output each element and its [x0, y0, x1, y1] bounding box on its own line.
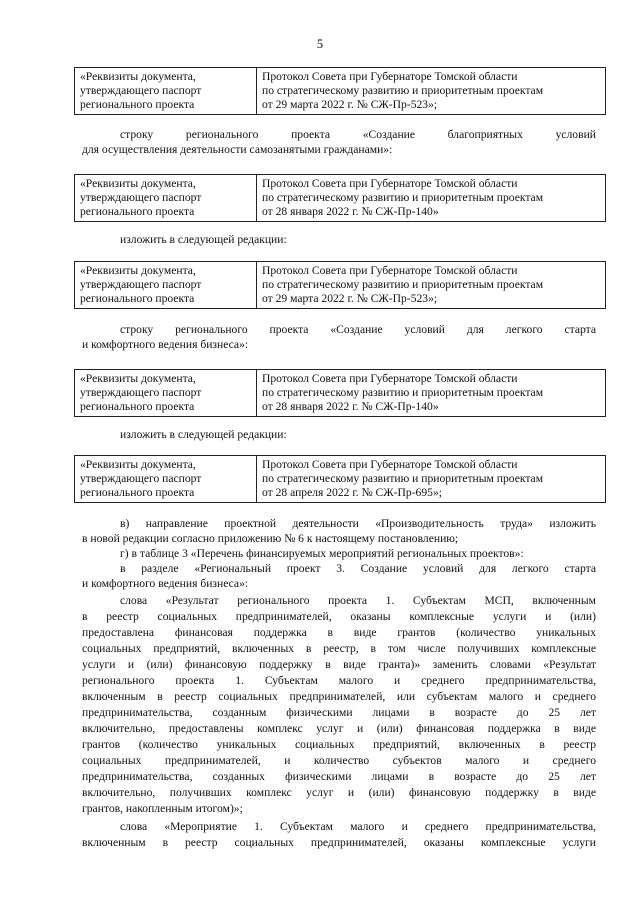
paragraph-line: строку регионального проекта «Создание условий для легкого старта: [120, 323, 596, 336]
paragraph-line: слова «Мероприятие 1. Субъектам малого и среднего предпринимательства,: [120, 820, 596, 833]
requisites-table: [74, 261, 606, 309]
paragraph-line: грантов, накопленным итогом)»;: [82, 802, 243, 815]
cell-line: от 28 января 2022 г. № СЖ-Пр-140»: [262, 400, 439, 414]
paragraph-line: включенным в реестр социальных предпринимателей, оказаны комплексные услуги: [82, 836, 596, 849]
cell-line: от 29 марта 2022 г. № СЖ-Пр-523»;: [262, 98, 438, 112]
cell-line: утверждающего паспорт: [80, 386, 202, 400]
cell-line: регионального проекта: [80, 98, 195, 112]
paragraph-line: включенным в реестр социальных предпринимателей, или субъектам малого и среднего: [82, 690, 596, 703]
cell-line: от 29 марта 2022 г. № СЖ-Пр-523»;: [262, 292, 438, 306]
table-label-cell: [75, 370, 257, 417]
paragraph-line: включительно, получивших комплекс услуг и (или) финансовую поддержку в виде: [82, 786, 596, 799]
paragraph-line: услуги и (или) финансовую поддержку в виде гранта)» заменить словами «Результат: [82, 658, 596, 671]
requisites-table: [74, 67, 606, 115]
paragraph-line: предпринимательства, созданных физическими лицами в возрасте до 25 лет: [82, 770, 596, 783]
table-label-cell: [75, 175, 257, 222]
table-value-cell: [257, 175, 606, 222]
cell-line: от 28 января 2022 г. № СЖ-Пр-140»: [262, 205, 439, 219]
paragraph-line: в новой редакции согласно приложению № 6 к настоящему постановлению;: [82, 532, 459, 545]
cell-line: от 28 апреля 2022 г. № СЖ-Пр-695»;: [262, 486, 442, 500]
cell-line: по стратегическому развитию и приоритетным проектам: [262, 191, 544, 205]
cell-line: Протокол Совета при Губернаторе Томской области: [262, 264, 518, 277]
table-label-cell: [75, 262, 257, 309]
paragraph-line: регионального проекта 1. Субъектам малого и среднего предпринимательства,: [82, 674, 596, 687]
cell-line: утверждающего паспорт: [80, 472, 202, 486]
table-value-cell: [257, 456, 606, 503]
requisites-table: [74, 455, 606, 503]
cell-line: «Реквизиты документа,: [80, 177, 196, 190]
cell-line: по стратегическому развитию и приоритетным проектам: [262, 386, 544, 400]
cell-line: Протокол Совета при Губернаторе Томской области: [262, 177, 518, 190]
paragraph-line: для осуществления деятельности самозанятыми гражданами»:: [82, 143, 393, 156]
table-label-cell: [75, 68, 257, 115]
cell-line: Протокол Совета при Губернаторе Томской области: [262, 372, 518, 385]
paragraph-line: и комфортного ведения бизнеса»:: [82, 338, 249, 351]
cell-line: утверждающего паспорт: [80, 84, 202, 98]
requisites-table: [74, 174, 606, 222]
cell-line: по стратегическому развитию и приоритетным проектам: [262, 84, 544, 98]
paragraph-line: изложить в следующей редакции:: [120, 428, 287, 441]
cell-line: регионального проекта: [80, 205, 195, 219]
cell-line: утверждающего паспорт: [80, 278, 202, 292]
paragraph-line: включительно, предоставлены комплекс услуг и (или) финансовая поддержка в виде: [82, 722, 596, 735]
cell-line: регионального проекта: [80, 292, 195, 306]
paragraph-line: г) в таблице 3 «Перечень финансируемых мероприятий региональных проектов»:: [120, 547, 524, 560]
cell-line: по стратегическому развитию и приоритетным проектам: [262, 278, 544, 292]
cell-line: «Реквизиты документа,: [80, 70, 196, 83]
paragraph-line: предпринимательства, созданным физическими лицами в возрасте до 25 лет: [82, 706, 596, 719]
cell-line: Протокол Совета при Губернаторе Томской области: [262, 458, 518, 471]
paragraph-line: строку регионального проекта «Создание благоприятных условий: [120, 128, 596, 141]
paragraph-line: в реестр социальных предпринимателей, оказаны комплексные услуги и (или): [82, 610, 596, 623]
paragraph-line: грантов (количество уникальных социальных предприятий, включенных в реестр: [82, 738, 596, 751]
requisites-table: [74, 369, 606, 417]
paragraph-line: и комфортного ведения бизнеса»:: [82, 577, 249, 590]
cell-line: по стратегическому развитию и приоритетным проектам: [262, 472, 544, 486]
table-value-cell: [257, 262, 606, 309]
cell-line: «Реквизиты документа,: [80, 264, 196, 277]
paragraph-line: слова «Результат регионального проекта 1. Субъектам МСП, включенным: [120, 594, 596, 607]
paragraph-line: изложить в следующей редакции:: [120, 233, 287, 246]
cell-line: регионального проекта: [80, 400, 195, 414]
paragraph-line: социальных предприятий, включенных в реестр, в том числе получивших комплексные: [82, 642, 596, 655]
paragraph-line: в) направление проектной деятельности «Производительность труда» изложить: [120, 517, 596, 530]
table-value-cell: [257, 68, 606, 115]
cell-line: утверждающего паспорт: [80, 191, 202, 205]
cell-line: регионального проекта: [80, 486, 195, 500]
paragraph-line: социальных предпринимателей, и количество субъектов малого и среднего: [82, 754, 596, 767]
table-value-cell: [257, 370, 606, 417]
paragraph-line: в разделе «Региональный проект 3. Создание условий для легкого старта: [120, 562, 596, 575]
page-number: 5: [316, 37, 324, 51]
cell-line: Протокол Совета при Губернаторе Томской области: [262, 70, 518, 83]
cell-line: «Реквизиты документа,: [80, 372, 196, 385]
cell-line: «Реквизиты документа,: [80, 458, 196, 471]
table-label-cell: [75, 456, 257, 503]
paragraph-line: предоставлена финансовая поддержка в виде грантов (количество уникальных: [82, 626, 596, 639]
